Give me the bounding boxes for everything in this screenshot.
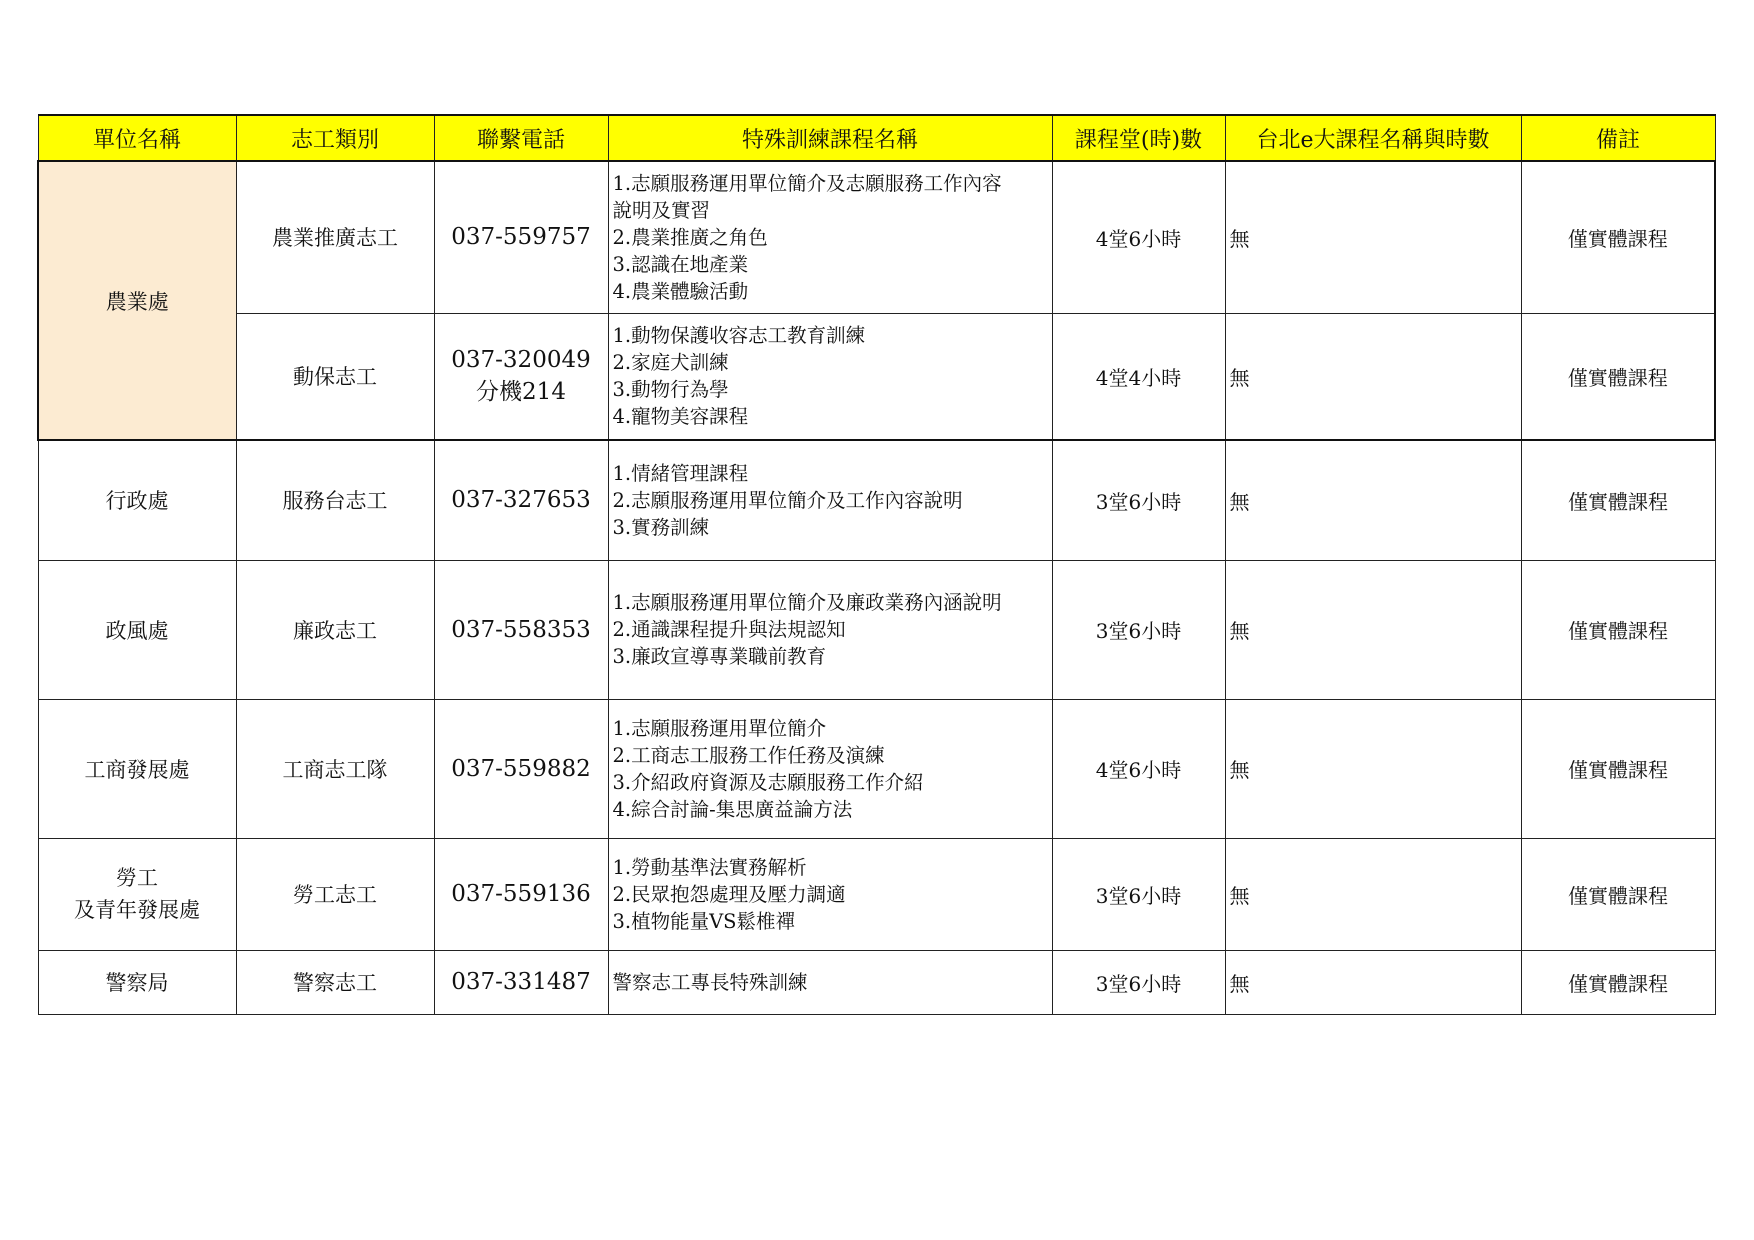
- course-line: 1.勞動基準法實務解析: [612, 855, 807, 879]
- courses-cell: [608, 313, 1052, 440]
- note-cell: 僅實體課程: [1521, 699, 1715, 838]
- course-line: 警察志工專長特殊訓練: [612, 970, 808, 994]
- unit-cell: 工商發展處: [38, 699, 236, 838]
- note-cell: 僅實體課程: [1521, 313, 1715, 440]
- course-line: 4.農業體驗活動: [612, 279, 749, 303]
- header-ecourse: 台北e大課程名稱與時數: [1225, 115, 1521, 161]
- hours-cell: 3堂6小時: [1052, 950, 1225, 1014]
- unit-cell: [38, 838, 236, 950]
- course-line: 4.綜合討論-集思廣益論方法: [612, 797, 853, 821]
- phone-number: 037-559136: [451, 881, 591, 907]
- table-row: [38, 440, 1715, 560]
- phone-number: 037-559882: [451, 755, 591, 782]
- courses-cell: [608, 560, 1052, 699]
- courses-cell: [608, 161, 1052, 313]
- phone-cell: [434, 313, 608, 440]
- course-line: 2.志願服務運用單位簡介及工作內容說明: [612, 488, 963, 512]
- table-row: [38, 699, 1715, 838]
- header-note: 備註: [1521, 115, 1715, 161]
- phone-cell: [434, 161, 608, 313]
- header-courses: 特殊訓練課程名稱: [608, 115, 1052, 161]
- course-line: 2.民眾抱怨處理及壓力調適: [612, 882, 846, 906]
- phone-cell: [434, 560, 608, 699]
- course-line: 3.實務訓練: [612, 515, 710, 539]
- course-line: 2.通識課程提升與法規認知: [612, 618, 846, 641]
- note-cell: 僅實體課程: [1521, 950, 1715, 1014]
- category-cell: 農業推廣志工: [236, 161, 434, 313]
- course-line: 3.認識在地產業: [612, 252, 749, 276]
- courses-cell: [608, 699, 1052, 838]
- hours-cell: 4堂6小時: [1052, 699, 1225, 838]
- header-phone: 聯繫電話: [434, 115, 608, 161]
- header-category: 志工類別: [236, 115, 434, 161]
- ecourse-cell: 無: [1225, 560, 1521, 699]
- header-hours: 課程堂(時)數: [1052, 115, 1225, 161]
- unit-name-line: 及青年發展處: [74, 898, 200, 922]
- hours-cell: 3堂6小時: [1052, 560, 1225, 699]
- category-cell: 動保志工: [236, 313, 434, 440]
- ecourse-cell: 無: [1225, 440, 1521, 560]
- phone-cell: [434, 950, 608, 1014]
- note-cell: 僅實體課程: [1521, 838, 1715, 950]
- courses-cell: [608, 838, 1052, 950]
- ecourse-cell: 無: [1225, 838, 1521, 950]
- table-row: [38, 838, 1715, 950]
- volunteer-training-table: [37, 114, 1716, 1015]
- phone-extension: 分機214: [476, 379, 566, 406]
- course-line: 3.植物能量VS鬆椎禪: [612, 909, 796, 933]
- course-line: 3.廉政宣導專業職前教育: [612, 645, 827, 668]
- table-row: [38, 161, 1715, 313]
- category-cell: 工商志工隊: [236, 699, 434, 838]
- phone-number: 037-559757: [451, 224, 591, 251]
- note-cell: 僅實體課程: [1521, 560, 1715, 699]
- course-line: 1.情緒管理課程: [612, 461, 749, 485]
- phone-cell: [434, 838, 608, 950]
- course-line: 2.家庭犬訓練: [612, 351, 729, 375]
- phone-cell: [434, 699, 608, 838]
- course-line: 1.志願服務運用單位簡介: [612, 716, 827, 740]
- phone-number: 037-558353: [451, 616, 591, 643]
- phone-number: 037-331487: [451, 969, 591, 995]
- course-line: 2.農業推廣之角色: [612, 225, 768, 249]
- note-cell: 僅實體課程: [1521, 161, 1715, 313]
- ecourse-cell: 無: [1225, 313, 1521, 440]
- courses-cell: [608, 440, 1052, 560]
- volunteer-training-table-page: [37, 114, 1714, 1015]
- unit-name-line: 勞工: [116, 866, 158, 890]
- category-cell: 服務台志工: [236, 440, 434, 560]
- table-row: [38, 560, 1715, 699]
- category-cell: 勞工志工: [236, 838, 434, 950]
- course-line: 1.動物保護收容志工教育訓練: [612, 324, 866, 348]
- header-row: [38, 115, 1715, 161]
- unit-cell: 行政處: [38, 440, 236, 560]
- courses-cell: [608, 950, 1052, 1014]
- course-line: 1.志願服務運用單位簡介及廉政業務內涵說明: [612, 591, 1002, 614]
- unit-cell: 政風處: [38, 560, 236, 699]
- unit-cell: 警察局: [38, 950, 236, 1014]
- unit-cell: 農業處: [38, 161, 236, 440]
- note-cell: 僅實體課程: [1521, 440, 1715, 560]
- phone-number: 037-320049: [451, 347, 591, 374]
- hours-cell: 4堂4小時: [1052, 313, 1225, 440]
- category-cell: 廉政志工: [236, 560, 434, 699]
- ecourse-cell: 無: [1225, 699, 1521, 838]
- course-line: 2.工商志工服務工作任務及演練: [612, 743, 885, 767]
- header-unit: 單位名稱: [38, 115, 236, 161]
- course-line: 3.介紹政府資源及志願服務工作介紹: [612, 770, 924, 794]
- table-row: [38, 950, 1715, 1014]
- phone-cell: [434, 440, 608, 560]
- course-line: 1.志願服務運用單位簡介及志願服務工作內容: [612, 171, 1002, 195]
- hours-cell: 4堂6小時: [1052, 161, 1225, 313]
- ecourse-cell: 無: [1225, 161, 1521, 313]
- hours-cell: 3堂6小時: [1052, 838, 1225, 950]
- hours-cell: 3堂6小時: [1052, 440, 1225, 560]
- ecourse-cell: 無: [1225, 950, 1521, 1014]
- course-line: 說明及實習: [612, 198, 711, 222]
- category-cell: 警察志工: [236, 950, 434, 1014]
- course-line: 4.寵物美容課程: [612, 405, 749, 429]
- phone-number: 037-327653: [451, 487, 591, 514]
- course-line: 3.動物行為學: [612, 378, 729, 402]
- table-row: [38, 313, 1715, 440]
